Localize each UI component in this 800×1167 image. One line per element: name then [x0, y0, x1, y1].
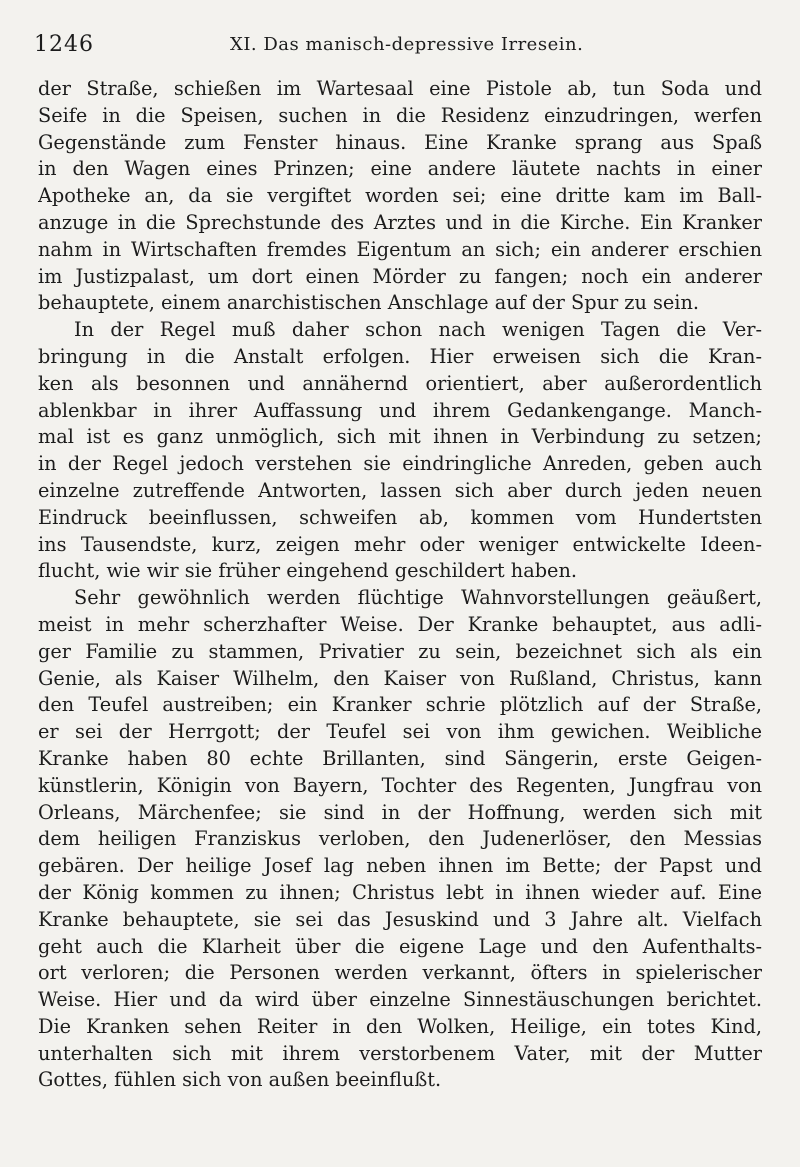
text-line: nahm in Wirtschaften fremdes Eigentum an sich; ein anderer erschien — [38, 237, 762, 261]
text-line: flucht, wie wir sie früher eingehend geschildert haben. — [38, 559, 577, 583]
text-line: ablenkbar in ihrer Auffassung und ihrem Gedankengange. Manch- — [38, 398, 762, 422]
text-line: unterhalten sich mit ihrem verstorbenem Vater, mit der Mutter — [38, 1041, 762, 1065]
paragraph-start-line: Sehr gewöhnlich werden flüchtige Wahnvorstellungen geäußert, — [74, 586, 762, 610]
text-line: ken als besonnen und annähernd orientiert, aber außerordentlich — [38, 371, 762, 395]
text-line: meist in mehr scherzhafter Weise. Der Kranke behauptet, aus adli- — [38, 612, 762, 636]
text-line: Seife in die Speisen, suchen in die Residenz einzudringen, werfen — [38, 103, 762, 127]
text-line: im Justizpalast, um dort einen Mörder zu fangen; noch ein anderer — [38, 264, 762, 288]
text-line: einzelne zutreffende Antworten, lassen sich aber durch jeden neuen — [38, 478, 762, 502]
text-line: dem heiligen Franziskus verloben, den Judenerlöser, den Messias — [38, 827, 762, 851]
text-line: Genie, als Kaiser Wilhelm, den Kaiser von Rußland, Christus, kann — [38, 666, 762, 690]
text-line: Kranke haben 80 echte Brillanten, sind Sängerin, erste Geigen- — [38, 746, 762, 770]
page-header — [34, 30, 766, 62]
text-line: geht auch die Klarheit über die eigene Lage und den Aufenthalts- — [38, 934, 762, 958]
text-line: der König kommen zu ihnen; Christus lebt in ihnen wieder auf. Eine — [38, 880, 762, 904]
running-title: XI. Das manisch-depressive Irresein. — [230, 34, 584, 55]
text-line: in den Wagen eines Prinzen; eine andere läutete nachts in einer — [38, 157, 762, 181]
text-line: künstlerin, Königin von Bayern, Tochter des Regenten, Jungfrau von — [38, 773, 762, 797]
text-line: den Teufel austreiben; ein Kranker schrie plötzlich auf der Straße, — [38, 693, 762, 717]
text-line: Gottes, fühlen sich von außen beeinflußt. — [38, 1068, 442, 1092]
text-line: der Straße, schießen im Wartesaal eine Pistole ab, tun Soda und — [38, 77, 762, 100]
text-line: Orleans, Märchenfee; sie sind in der Hoffnung, werden sich mit — [38, 800, 762, 824]
text-line: behauptete, einem anarchistischen Anschlage auf der Spur zu sein. — [38, 291, 700, 315]
text-line: in der Regel jedoch verstehen sie eindringliche Anreden, geben auch — [38, 452, 762, 476]
body-text — [38, 76, 762, 1094]
text-line: er sei der Herrgott; der Teufel sei von ihm gewichen. Weibliche — [38, 720, 762, 744]
text-line: mal ist es ganz unmöglich, sich mit ihnen in Verbindung zu setzen; — [38, 425, 762, 449]
text-line: ger Familie zu stammen, Privatier zu sein, bezeichnet sich als ein — [38, 639, 762, 663]
text-line: ort verloren; die Personen werden verkannt, öfters in spielerischer — [38, 961, 762, 985]
text-line: ins Tausendste, kurz, zeigen mehr oder weniger entwickelte Ideen- — [38, 532, 762, 556]
page-number: 1246 — [34, 32, 94, 57]
text-line: gebären. Der heilige Josef lag neben ihnen im Bette; der Papst und — [38, 854, 762, 878]
text-line: bringung in die Anstalt erfolgen. Hier erweisen sich die Kran- — [38, 344, 762, 368]
text-line: Gegenstände zum Fenster hinaus. Eine Kranke sprang aus Spaß — [38, 130, 762, 154]
text-line: Die Kranken sehen Reiter in den Wolken, Heilige, ein totes Kind, — [38, 1014, 762, 1038]
text-line: Weise. Hier und da wird über einzelne Sinnestäuschungen berichtet. — [38, 988, 762, 1012]
text-line: Eindruck beeinflussen, schweifen ab, kommen vom Hundertsten — [38, 505, 762, 529]
text-line: anzuge in die Sprechstunde des Arztes und in die Kirche. Ein Kranker — [38, 210, 762, 234]
text-line: Kranke behauptete, sie sei das Jesuskind und 3 Jahre alt. Vielfach — [38, 907, 762, 931]
text-line: Apotheke an, da sie vergiftet worden sei; eine dritte kam im Ball- — [38, 184, 762, 208]
paragraph-start-line: In der Regel muß daher schon nach wenigen Tagen die Ver- — [74, 318, 762, 342]
